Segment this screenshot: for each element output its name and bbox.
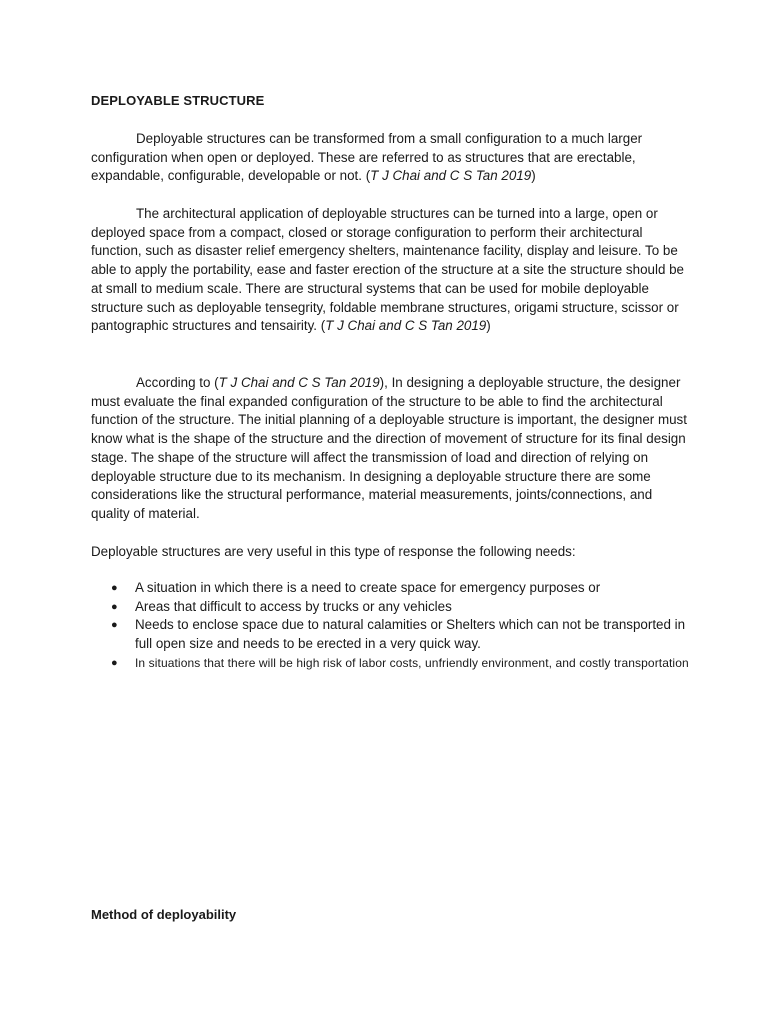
list-item-text: Needs to enclose space due to natural calamities or Shelters which can not be transported in full open size and needs to be erected in a very quick way. — [135, 617, 686, 652]
list-item-text: In situations that there will be high risk of labor costs, unfriendly environment, and costly transportation — [135, 655, 689, 670]
list-item — [91, 616, 691, 653]
list-item-text: A situation in which there is a need to create space for emergency purposes or — [135, 580, 601, 595]
list-item — [91, 598, 691, 617]
citation: T J Chai and C S Tan 2019 — [325, 318, 487, 334]
paragraph-text: Deployable structures can be transformed from a small configuration to a much larger configuration when open or deployed. These are referred to as structures that are erectable, expandable, configurable, developable or not. ( — [91, 131, 643, 184]
bullet-icon: ● — [111, 656, 118, 669]
citation: T J Chai and C S Tan 2019 — [218, 375, 380, 390]
bullet-icon: ● — [111, 582, 118, 594]
bullet-icon: ● — [111, 600, 118, 613]
needs-list — [91, 579, 691, 672]
paragraph-definition — [91, 130, 691, 186]
list-item-text: Areas that difficult to access by trucks or any vehicles — [135, 598, 452, 614]
paragraph-application — [91, 205, 691, 336]
paragraph-text: ) — [531, 168, 536, 184]
list-item — [91, 654, 691, 673]
paragraph-text: The architectural application of deployable structures can be turned into a large, open or deployed space from a compact, closed or storage configuration to perform their architectural function, such as disaster relief emergency shelters, maintenance facility, display and leisure. To be able to apply the portability, ease and faster erection of the structure at a site the structure should be at small to medium scale. There are structural systems that can be used for mobile deployable structure such as deployable tensegrity, foldable membrane structures, origami structure, scissor or pantographic structures and tensairity. ( — [91, 206, 685, 334]
paragraph-text: ), In designing a deployable structure, the designer must evaluate the final expanded configuration of the structure to be able to find the architectural function of the structure. The initial planning of a deployable structure is important, the designer must know what is the shape of the structure and the direction of movement of structure for its final design stage. The shape of the structure will affect the transmission of load and direction of relying on deployable structure due to its mechanism. In designing a deployable structure there are some considerations like the structural performance, material measurements, joints/connections, and quality of material. — [91, 375, 687, 521]
bullet-icon: ● — [111, 619, 118, 632]
citation: T J Chai and C S Tan 2019 — [370, 168, 532, 184]
paragraph-text: ) — [486, 318, 491, 334]
paragraph-text: According to ( — [136, 375, 219, 390]
paragraph-design — [91, 374, 691, 524]
list-item — [91, 579, 691, 598]
section-heading: Method of deployability — [91, 907, 237, 922]
intro-line: Deployable structures are very useful in this type of response the following needs: — [91, 544, 576, 559]
page-title: DEPLOYABLE STRUCTURE — [91, 93, 265, 108]
